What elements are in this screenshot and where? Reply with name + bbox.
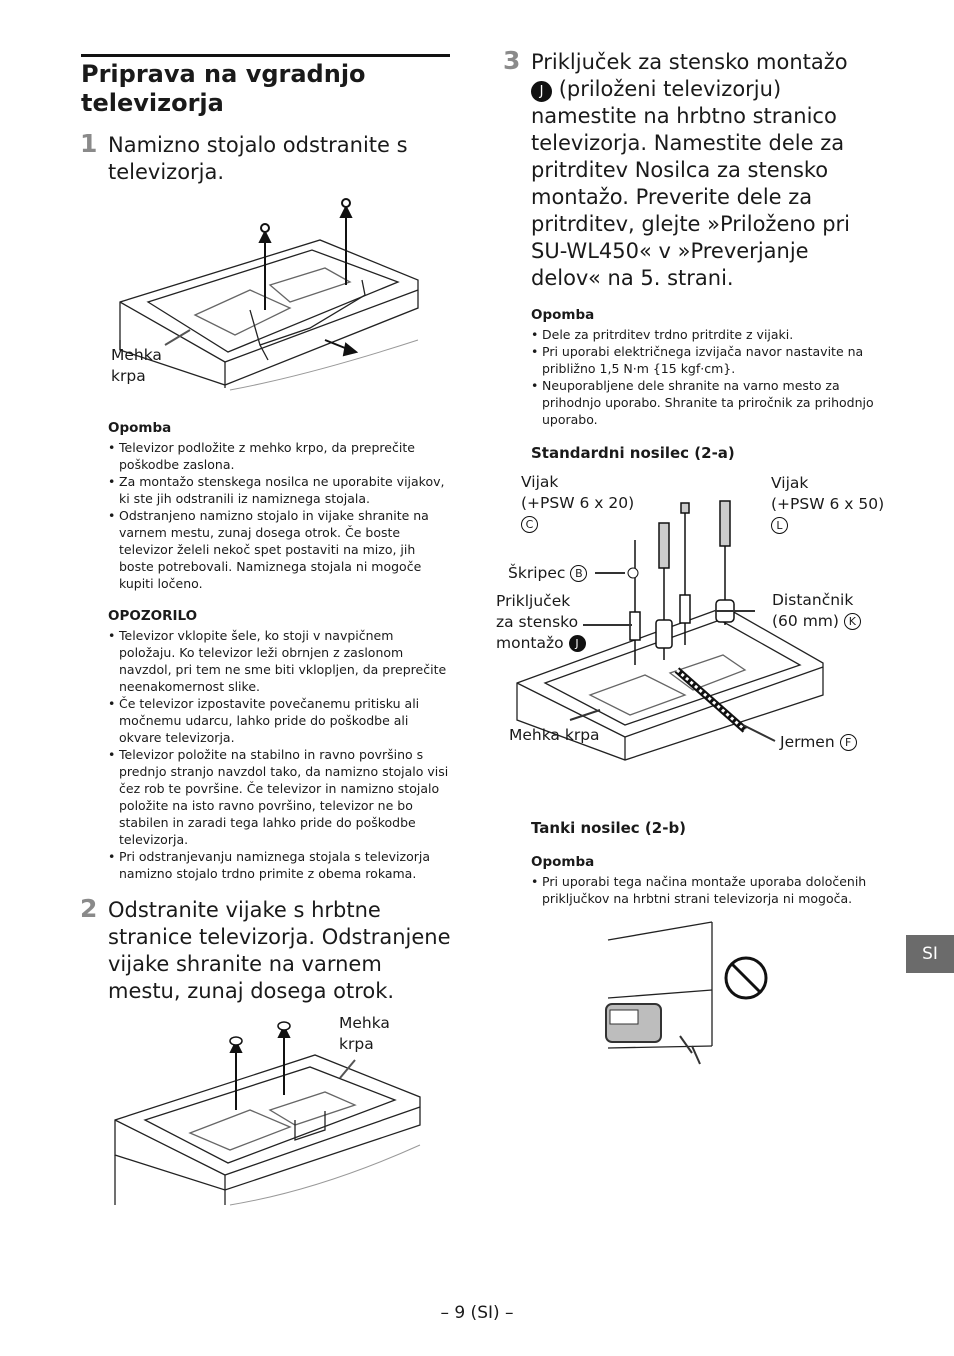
title-rule	[81, 54, 450, 57]
warning-list	[108, 627, 453, 882]
belt-label: Jermen F	[780, 732, 857, 753]
step1-cloth-label: Mehka krpa	[111, 346, 162, 385]
note1-item: • Televizor podložite z mehko krpo, da preprečite poškodbe zaslona.	[108, 439, 453, 473]
warning-title: OPOZORILO	[108, 608, 198, 624]
step1-number: 1	[80, 129, 98, 158]
note1-item: • Za montažo stenskega nosilca ne uporabite vijakov, ki ste jih odstranili iz namiznega stojala.	[108, 473, 453, 507]
note3-title: Opomba	[531, 307, 595, 323]
screw-l-label: Vijak (+PSW 6 x 50) L	[771, 474, 885, 532]
note3-item: • Dele za pritrditev trdno pritrdite z vijaki.	[531, 326, 876, 343]
step3-text-b: (priloženi televizorju) namestite na hrbtno stranico televizorja. Namestite dele za pritrditev Nosilca za stensko montažo. Preverite dele za pritrditev, glejte »Priloženo pri SU-WL450« v »Preverjanje delov« na 5. strani.	[531, 77, 851, 290]
marker-j-icon: J	[531, 81, 552, 102]
page-number: – 9 (SI) –	[440, 1303, 514, 1323]
illustration-thin-bracket	[600, 918, 780, 1073]
screw-c-label: Vijak (+PSW 6 x 20) C	[521, 473, 635, 531]
thin-note-item: • Pri uporabi tega načina montaže uporaba določenih priključkov na hrbtni strani televizorja ni mogoča.	[531, 873, 876, 907]
note1-item: • Odstranjeno namizno stojalo in vijake shranite na varnem mestu, zunaj dosega otrok. Če boste televizor želeli nekoč spet postaviti na mizo, jih boste potrebovali. Namiznega stojala ni mogoče kupiti ločeno.	[108, 507, 453, 592]
language-tab: SI	[906, 935, 954, 973]
marker-f-icon: F	[840, 734, 857, 751]
marker-c-icon: C	[521, 516, 538, 533]
note3-list	[531, 326, 876, 428]
standard-cloth-label: Mehka krpa	[509, 726, 600, 744]
mount-label: Priključek za stensko montažo J	[496, 591, 586, 654]
step2-text: Odstranite vijake s hrbtne stranice televizorja. Odstranjene vijake shranite na varnem mestu, zunaj dosega otrok.	[108, 898, 451, 1003]
marker-k-icon: K	[844, 613, 861, 630]
marker-l-icon: L	[771, 517, 788, 534]
step3-text	[531, 49, 861, 292]
step2-number: 2	[80, 894, 98, 923]
note3-item: • Pri uporabi električnega izvijača navor nastavite na približno 1,5 N·m {15 kgf·cm}.	[531, 343, 876, 377]
thin-heading: Tanki nosilec (2-b)	[531, 819, 687, 837]
warning-item: • Televizor položite na stabilno in ravno površino s prednjo stranjo navzdol tako, da namizno stojalo visi čez rob te površine. Če televizor in namizno stojalo položite na isto ravno površino, televizor ne bo stabilen in zaradi tega lahko pride do poškodbe televizorja.	[108, 746, 453, 848]
pulley-label: Škripec B	[508, 563, 587, 584]
step2-cloth-label: Mehka krpa	[339, 1014, 390, 1053]
thin-note-list	[531, 873, 876, 907]
step3-text-a: Priključek za stensko montažo	[531, 50, 848, 74]
note1-list	[108, 439, 453, 592]
warning-item: • Če televizor izpostavite povečanemu pritisku ali močnemu udarcu, lahko pride do poškodbe ali okvare televizorja.	[108, 695, 453, 746]
thin-note-title: Opomba	[531, 854, 595, 870]
step3-number: 3	[503, 46, 521, 75]
warning-item: • Televizor vklopite šele, ko stoji v navpičnem položaju. Ko televizor leži obrnjen z zaslonom navzdol, pri tem ne sme biti vklopljen, da preprečite neenakomernost slike.	[108, 627, 453, 695]
marker-j-icon: J	[569, 635, 586, 652]
step1-text: Namizno stojalo odstranite s televizorja.	[108, 133, 408, 184]
spacer-label: Distančnik (60 mm) K	[772, 590, 861, 632]
standard-heading: Standardni nosilec (2-a)	[531, 444, 735, 462]
marker-b-icon: B	[570, 565, 587, 582]
note1-title: Opomba	[108, 420, 172, 436]
warning-item: • Pri odstranjevanju namiznega stojala s televizorja namizno stojalo trdno primite z obema rokama.	[108, 848, 453, 882]
note3-item: • Neuporabljene dele shranite na varno mesto za prihodnjo uporabo. Shranite ta priročnik za prihodnjo uporabo.	[531, 377, 876, 428]
page-title: Priprava na vgradnjo televizorja	[81, 60, 366, 117]
